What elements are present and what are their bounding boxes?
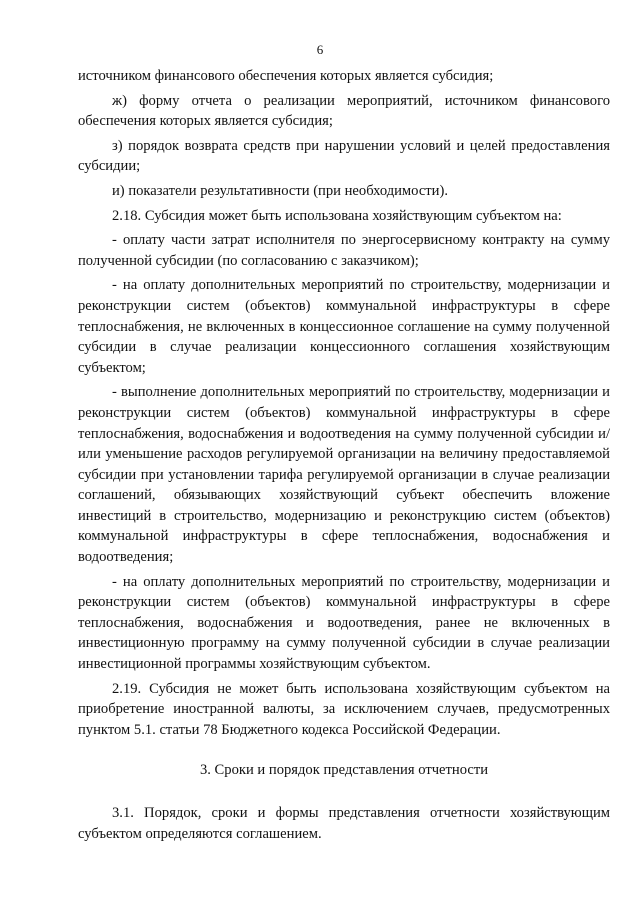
paragraph-list-item-1: - оплату части затрат исполнителя по энергосервисному контракту на сумму полученной субсидии (по согласованию с заказчиком); bbox=[78, 232, 610, 269]
paragraph-list-item-2: - на оплату дополнительных мероприятий по строительству, модернизации и реконструкции систем (объектов) коммунальной инфраструктуры в сфере теплоснабжения, не включенных в концессионное соглашение на сумму полученной субсидии в случае реализации концессионного соглашения хозяйствующим субъектом; bbox=[78, 277, 610, 376]
section-heading: 3. Сроки и порядок представления отчетности bbox=[199, 762, 489, 779]
paragraph-list-item-3: - выполнение дополнительных мероприятий по строительству, модернизации и реконструкции систем (объектов) коммунальной инфраструктуры в сфере теплоснабжения, водоснабжения и водоотведения на сумму полученной субсидии и/или уменьшение расходов регулируемой организации на величину предоставляемой субсидии при установлении тарифа регулируемой организации в случае реализации соглашений, обязывающих хозяйствующий субъект обеспечить вложение инвестиций в строительство, модернизацию и реконструкцию систем (объектов) коммунальной инфраструктуры в сфере теплоснабжения, водоснабжения и водоотведения; bbox=[78, 384, 610, 566]
paragraph-continuation: источником финансового обеспечения которых является субсидия; bbox=[78, 68, 494, 84]
paragraph-item-i: и) показатели результативности (при необходимости). bbox=[112, 182, 448, 199]
paragraph-item-z: з) порядок возврата средств при нарушении условий и целей предоставления субсидии; bbox=[78, 137, 610, 175]
paragraph-2-18: 2.18. Субсидия может быть использована хозяйствующим субъектом на: bbox=[112, 207, 562, 224]
document-body bbox=[78, 66, 610, 844]
paragraph-3-1: 3.1. Порядок, сроки и формы представления отчетности хозяйствующим субъектом определяются соглашением. bbox=[78, 805, 610, 842]
paragraph-item-zh: ж) форму отчета о реализации мероприятий, источником финансового обеспечения которых является субсидия; bbox=[78, 92, 610, 130]
page-number: 6 bbox=[316, 42, 324, 57]
paragraph-2-19: 2.19. Субсидия не может быть использована хозяйствующим субъектом на приобретение иностранной валюты, за исключением случаев, предусмотренных пунктом 5.1. статьи 78 Бюджетного кодекса Российской Федерации. bbox=[78, 680, 610, 738]
paragraph-list-item-4: - на оплату дополнительных мероприятий по строительству, модернизации и реконструкции систем (объектов) коммунальной инфраструктуры в сфере теплоснабжения, водоснабжения и водоотведения, ранее не включенных в инвестиционную программу на сумму полученной субсидии в случае реализации инвестиционной программы хозяйствующим субъектом. bbox=[78, 573, 610, 673]
